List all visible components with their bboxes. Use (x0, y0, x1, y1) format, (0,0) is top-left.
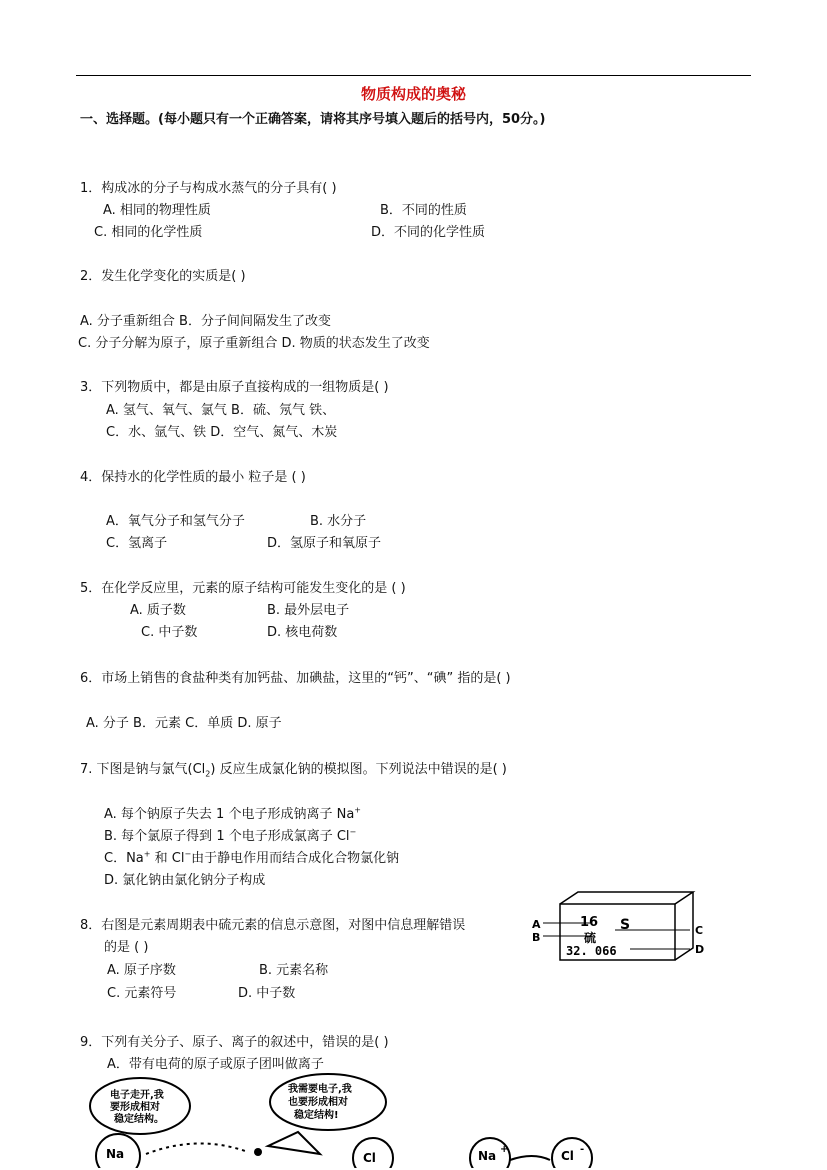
bubble2-line3: 稳定结构! (294, 1110, 339, 1121)
atomic-number: 16 (580, 915, 599, 930)
q5-option-b: B. 最外层电子 (267, 603, 350, 618)
q7-option-d: D. 氯化钠由氯化钠分子构成 (104, 873, 266, 888)
q3-options-cd: C．水、氩气、铁 D．空气、氮气、木炭 (106, 425, 338, 440)
q2-options-ab: A. 分子重新组合 B．分子间间隔发生了改变 (80, 314, 331, 329)
q4-option-a: A．氧气分子和氢气分子 (106, 514, 245, 529)
element-symbol: S (620, 917, 631, 933)
bubble1-line2: 要形成相对 (110, 1102, 160, 1113)
q8-option-d: D. 中子数 (238, 986, 296, 1001)
sodium-ion-charge: + (500, 1144, 509, 1155)
q4-option-c: C．氢离子 (106, 536, 168, 551)
sulfur-element-figure (530, 890, 715, 965)
q6-options: A. 分子 B．元素 C．单质 D. 原子 (86, 716, 282, 731)
chloride-ion-label: Cl (561, 1149, 574, 1163)
q8-stem-line1: 8．右图是元素周期表中硫元素的信息示意图，对图中信息理解错误 (80, 918, 466, 933)
chlorine-atom-label: Cl (363, 1151, 376, 1165)
element-name: 硫 (584, 931, 597, 945)
q4-stem: 4．保持水的化学性质的最小 粒子是 ( ) (80, 470, 306, 485)
q4-option-d: D．氢原子和氧原子 (267, 536, 382, 551)
bubble2-line2: 也要形成相对 (288, 1097, 348, 1108)
sodium-ion-label: Na (478, 1149, 497, 1163)
q2-stem: 2．发生化学变化的实质是( ) (80, 269, 246, 284)
electron-dot (254, 1148, 262, 1156)
bubble2-line1: 我需要电子,我 (288, 1084, 352, 1095)
page-title: 物质构成的奥秘 (360, 85, 466, 103)
electron-path (146, 1143, 248, 1154)
q5-option-c: C. 中子数 (141, 625, 198, 640)
q4-option-b: B. 水分子 (310, 514, 367, 529)
q8-option-b: B. 元素名称 (259, 963, 329, 978)
q3-stem: 3．下列物质中，都是由原子直接构成的一组物质是( ) (80, 380, 389, 395)
q7-option-c: C．Na+ 和 Cl−由于静电作用而结合成化合物氯化钠 (104, 849, 400, 866)
figure-label-b: B (532, 931, 541, 944)
catching-net (268, 1132, 320, 1154)
q1-option-c: C. 相同的化学性质 (94, 225, 203, 240)
q5-option-d: D. 核电荷数 (267, 625, 338, 640)
q5-option-a: A. 质子数 (130, 603, 186, 618)
q7-option-a: A. 每个钠原子失去 1 个电子形成钠离子 Na+ (104, 805, 361, 822)
figure-label-d: D (695, 943, 705, 956)
header-rule (76, 75, 751, 76)
q1-option-d: D．不同的化学性质 (371, 225, 486, 240)
q9-stem: 9．下列有关分子、原子、离子的叙述中，错误的是( ) (80, 1035, 389, 1050)
q5-stem: 5．在化学反应里，元素的原子结构可能发生变化的是 ( ) (80, 581, 406, 596)
chloride-ion-charge: - (580, 1144, 585, 1155)
q8-stem-line2: 的是 ( ) (104, 940, 149, 955)
section-heading: 一、选择题。(每小题只有一个正确答案，请将其序号填入题后的括号内，50分。) (80, 112, 546, 127)
bubble1-line1: 电子走开,我 (110, 1090, 164, 1101)
q1-option-b: B．不同的性质 (380, 203, 467, 218)
atomic-mass: 32. 066 (566, 944, 617, 958)
q7-stem: 7. 下图是钠与氯气$(Cl_2)$ 反应生成氯化钠的模拟图。下列说法中错误的是( ) (80, 762, 507, 779)
ion-bond-arms (510, 1156, 550, 1160)
q1-stem: 1．构成冰的分子与构成水蒸气的分子具有( ) (80, 181, 337, 196)
figure-label-a: A (532, 918, 541, 931)
sodium-chlorine-comic (88, 1072, 638, 1168)
bubble1-line3: 稳定结构。 (114, 1114, 164, 1125)
q6-stem: 6．市场上销售的食盐种类有加钙盐、加碘盐，这里的“钙”、“碘” 指的是( ) (80, 671, 511, 686)
q3-options-ab: A. 氢气、氧气、氯气 B．硫、氖气 铁、 (106, 403, 336, 418)
q8-option-c: C. 元素符号 (107, 986, 177, 1001)
q2-options-cd: C. 分子分解为原子，原子重新组合 D. 物质的状态发生了改变 (78, 336, 430, 351)
sodium-atom-label: Na (106, 1147, 125, 1161)
element-cube-top (560, 892, 693, 904)
q1-option-a: A. 相同的物理性质 (103, 203, 211, 218)
q7-option-b: B. 每个氯原子得到 1 个电子形成氯离子 Cl− (104, 827, 357, 844)
figure-label-c: C (695, 924, 704, 937)
q9-option-a: A．带有电荷的原子或原子团叫做离子 (107, 1057, 324, 1072)
q8-option-a: A. 原子序数 (107, 963, 176, 978)
